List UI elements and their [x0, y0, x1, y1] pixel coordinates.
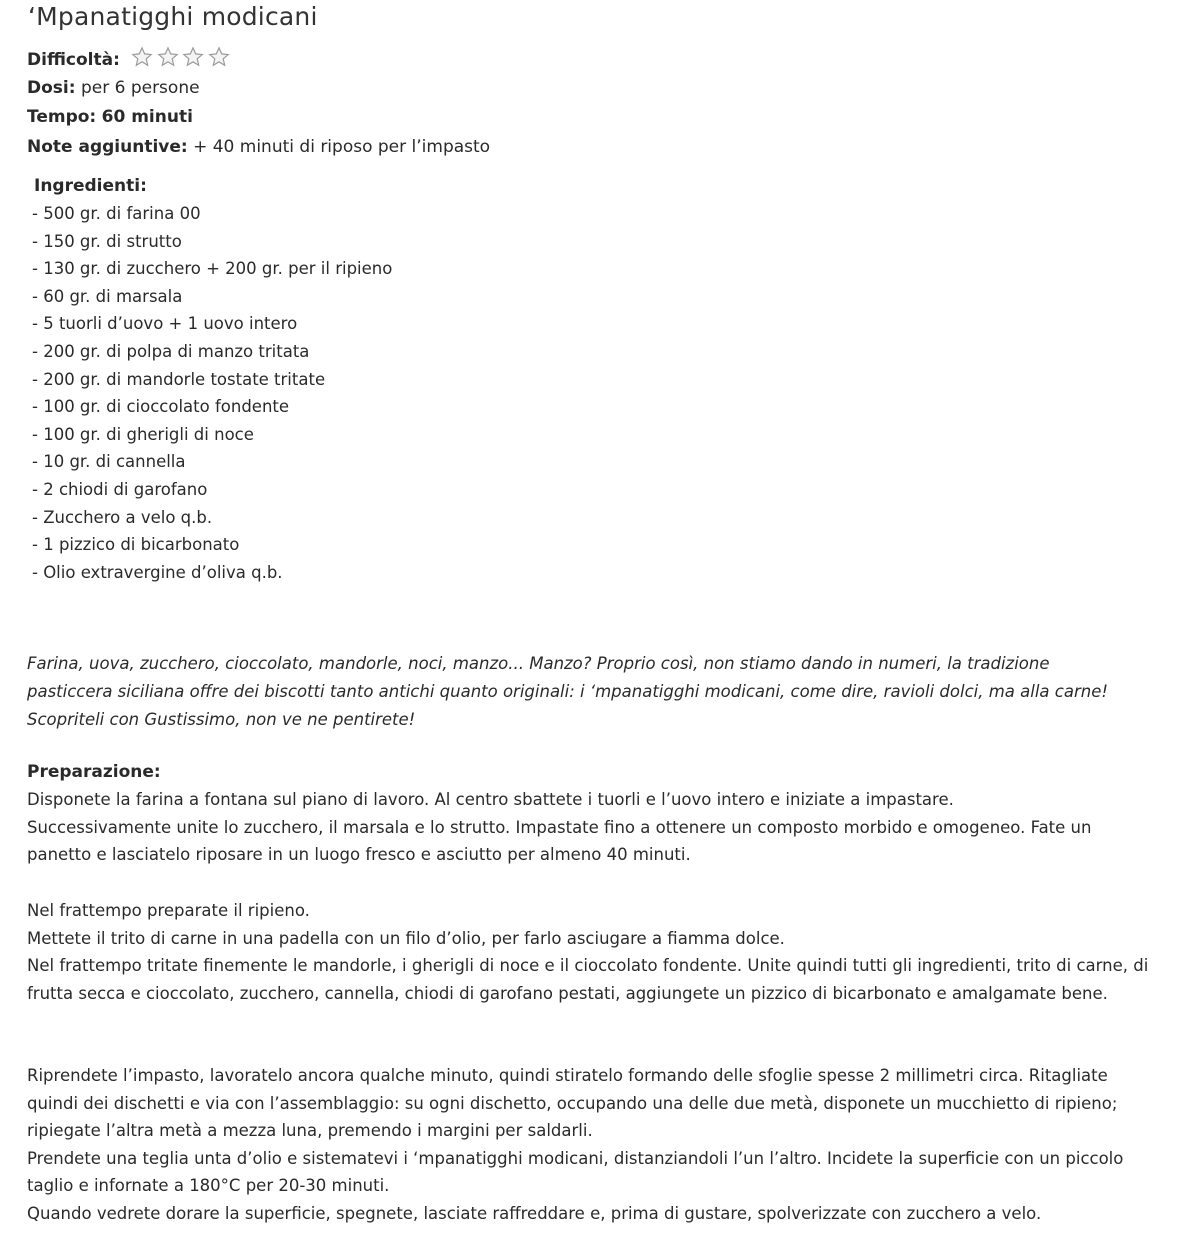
preparation-paragraph: Disponete la farina a fontana sul piano di lavoro. Al centro sbattete i tuorli e l’uovo intero e iniziate a impastare. [27, 790, 954, 809]
preparation-block-3 [27, 1062, 1152, 1228]
difficulty-rating [129, 46, 225, 73]
preparation-block-1 [27, 786, 1152, 869]
ingredient-item: - 150 gr. di strutto [32, 231, 182, 251]
star-icon [155, 46, 181, 68]
ingredient-item: - 60 gr. di marsala [32, 286, 183, 306]
doses-value: per 6 persone [80, 78, 200, 98]
ingredient-item: - 130 gr. di zucchero + 200 gr. per il ripieno [32, 259, 393, 279]
preparation-paragraph: Nel frattempo tritate finemente le mandorle, i gherigli di noce e il cioccolato fondente. Unite quindi tutti gli ingredienti, trito di carne, di frutta secca e cioccolato, zucchero, cannella, chiodi di garofano pestati, aggiungete un pizzico di bicarbonato e amalgamate bene. [27, 956, 1149, 1003]
notes-label: Note aggiuntive: [27, 137, 188, 157]
ingredient-item: - 100 gr. di gherigli di noce [32, 424, 254, 444]
difficulty-label: Difficoltà: [27, 50, 120, 70]
preparation-paragraph: Prendete una teglia unta d’olio e sistematevi i ‘mpanatigghi modicani, distanziandoli l’un l’altro. Incidete la superficie con un piccolo taglio e infornate a 180°C per 20-30 minuti. [27, 1148, 1124, 1196]
intro-paragraph: Farina, uova, zucchero, cioccolato, mandorle, noci, manzo... Manzo? Proprio così, non stiamo dando in numeri, la tradizione pasticcera siciliana offre dei biscotti tanto antichi quanto originali: i ‘mpanatigghi modicani, come dire, ravioli dolci, ma alla carne! Scopriteli con Gustissimo, non ve ne pentirete! [27, 654, 1108, 729]
ingredient-item: - Olio extravergine d’oliva q.b. [32, 562, 283, 582]
notes-row [27, 137, 490, 157]
star-icon [180, 46, 206, 68]
star-icon [206, 46, 232, 68]
ingredient-item: - Zucchero a velo q.b. [32, 507, 213, 527]
preparation-paragraph: Quando vedrete dorare la superficie, spegnete, lasciate raffreddare e, prima di gustare, spolverizzate con zucchero a velo. [27, 1203, 1042, 1223]
preparation-paragraph: Riprendete l’impasto, lavoratelo ancora qualche minuto, quindi stiratelo formando delle sfoglie spesse 2 millimetri circa. Ritagliate quindi dei dischetti e via con l’assemblaggio: su ogni dischetto, occupando una delle due metà, disponete un mucchietto di ripieno; ripiegate l’altra metà a mezza luna, premendo i margini per saldarli. [27, 1066, 1118, 1141]
ingredient-item: - 200 gr. di polpa di manzo tritata [32, 341, 310, 361]
ingredient-item: - 200 gr. di mandorle tostate tritate [32, 369, 326, 389]
preparation-heading: Preparazione: [27, 762, 161, 782]
ingredient-item: - 500 gr. di farina 00 [32, 204, 201, 223]
ingredients-heading: Ingredienti: [34, 176, 147, 196]
doses-label: Dosi: [27, 78, 76, 98]
notes-value: + 40 minuti di riposo per l’impasto [193, 137, 491, 157]
time-label: Tempo: [27, 107, 97, 127]
preparation-block-2 [27, 897, 1152, 1007]
recipe-title: ‘Mpanatigghi modicani [28, 2, 318, 31]
ingredient-item: - 1 pizzico di bicarbonato [32, 535, 240, 555]
preparation-paragraph: Successivamente unite lo zucchero, il marsala e lo strutto. Impastate fino a ottenere un composto morbido e omogeneo. Fate un panetto e lasciatelo riposare in un luogo fresco e asciutto per almeno 40 minuti. [27, 817, 1092, 865]
ingredient-item: - 10 gr. di cannella [32, 452, 186, 472]
doses-row [27, 78, 200, 98]
ingredients-list [32, 204, 392, 590]
star-icon [129, 46, 155, 68]
time-value: 60 minuti [101, 107, 193, 127]
ingredient-item: - 100 gr. di cioccolato fondente [32, 397, 290, 417]
ingredient-item: - 2 chiodi di garofano [32, 479, 208, 499]
ingredient-item: - 5 tuorli d’uovo + 1 uovo intero [32, 314, 298, 334]
time-row [27, 107, 193, 127]
difficulty-row [27, 46, 226, 73]
preparation-paragraph: Mettete il trito di carne in una padella con un filo d’olio, per farlo asciugare a fiamma dolce. [27, 928, 785, 948]
preparation-paragraph: Nel frattempo preparate il ripieno. [27, 901, 310, 920]
